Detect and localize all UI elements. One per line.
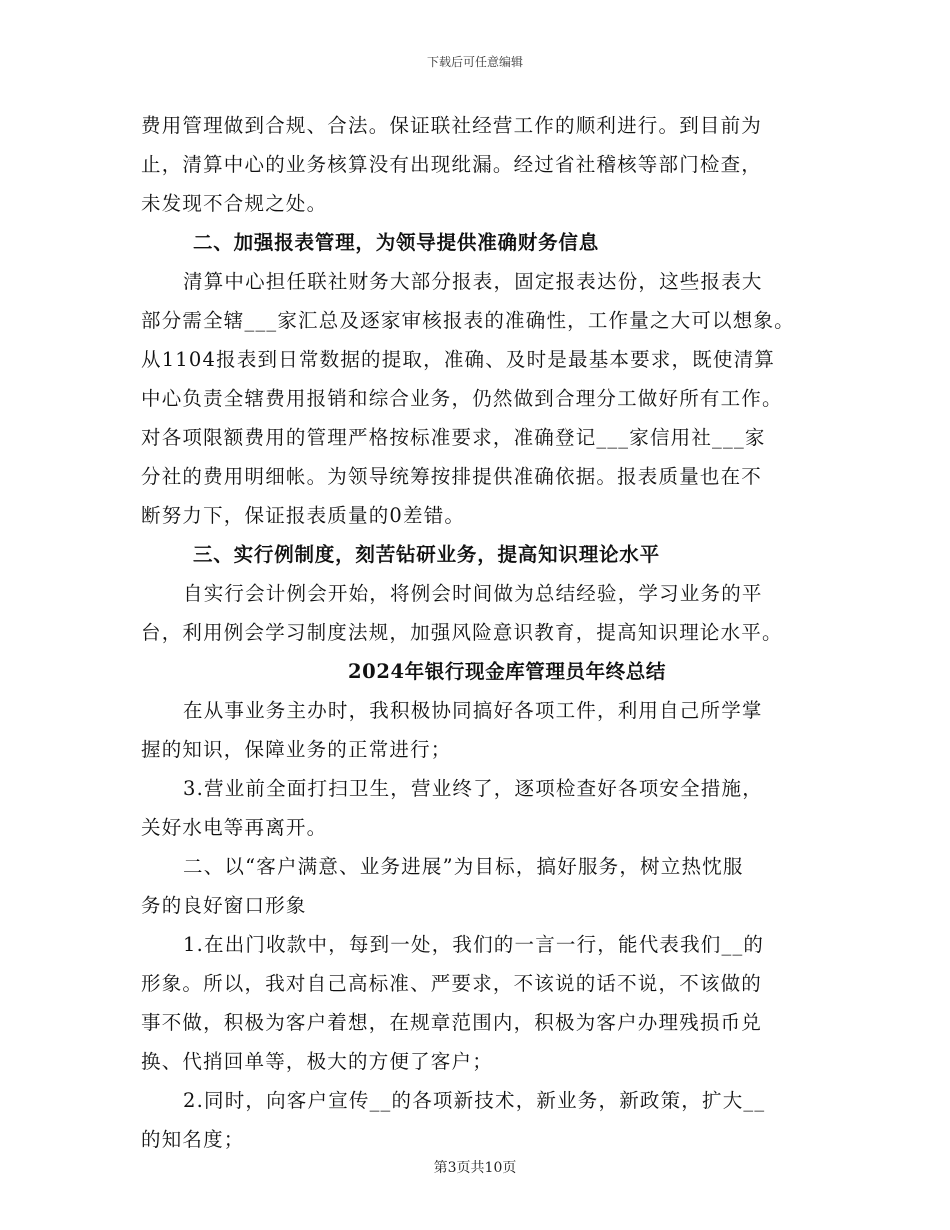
body-line: 费用管理做到合规、合法。保证联社经营工作的顺利进行。到目前为 xyxy=(141,114,763,137)
list-item-2: 2.同时，向客户宣传__的各项新技术，新业务，新政策，扩大__ xyxy=(183,1089,766,1112)
list-item-3: 3.营业前全面打扫卫生，营业终了，逐项检查好各项安全措施， xyxy=(183,777,763,800)
page-number: 第3页共10页 xyxy=(433,1160,517,1176)
body-line: 对各项限额费用的管理严格按标准要求，准确登记___家信用社___家 xyxy=(141,426,766,449)
body-line: 部分需全辖___家汇总及逐家审核报表的准确性，工作量之大可以想象。 xyxy=(141,309,795,332)
section-heading-2: 二、加强报表管理，为领导提供准确财务信息 xyxy=(193,231,600,254)
document-body xyxy=(141,106,821,1159)
body-line: 断努力下，保证报表质量的0差错。 xyxy=(141,504,466,527)
body-line: 关好水电等再离开。 xyxy=(141,816,328,839)
section-heading-2b: 二、以“客户满意、业务进展”为目标，搞好服务，树立热忱服 xyxy=(183,855,744,878)
body-line: 自实行会计例会开始，将例会时间做为总结经验，学习业务的平 xyxy=(183,582,763,605)
body-line: 务的良好窗口形象 xyxy=(141,894,307,917)
section-heading-3: 三、实行例制度，刻苦钻研业务，提高知识理论水平 xyxy=(193,543,660,566)
body-line: 事不做，积极为客户着想，在规章范围内，积极为客户办理残损币兑 xyxy=(141,1011,763,1034)
body-line: 形象。所以，我对自己高标准、严要求，不该说的话不说，不该做的 xyxy=(141,972,763,995)
body-line: 未发现不合规之处。 xyxy=(141,192,328,215)
page-header: 下载后可任意编辑 xyxy=(426,55,523,69)
body-line: 在从事业务主办时，我积极协同搞好各项工件，利用自己所学掌 xyxy=(183,699,763,722)
body-line: 分社的费用明细帐。为领导统筹按排提供准确依据。报表质量也在不 xyxy=(141,465,763,488)
body-line: 换、代捎回单等，极大的方便了客户； xyxy=(141,1050,493,1073)
body-line: 中心负责全辖费用报销和综合业务，仍然做到合理分工做好所有工作。 xyxy=(141,387,783,410)
body-line: 台，利用例会学习制度法规，加强风险意识教育，提高知识理论水平。 xyxy=(141,621,783,644)
body-line: 从1104报表到日常数据的提取，准确、及时是最基本要求，既使清算 xyxy=(141,348,776,371)
body-line: 握的知识，保障业务的正常进行； xyxy=(141,738,452,761)
document-title: 2024年银行现金库管理员年终总结 xyxy=(348,660,666,683)
list-item-1: 1.在出门收款中，每到一处，我们的一言一行，能代表我们__的 xyxy=(183,933,765,956)
body-line: 止，清算中心的业务核算没有出现纰漏。经过省社稽核等部门检查， xyxy=(141,153,763,176)
body-line: 清算中心担任联社财务大部分报表，固定报表达份，这些报表大 xyxy=(183,270,763,293)
body-line: 的知名度； xyxy=(141,1128,245,1151)
